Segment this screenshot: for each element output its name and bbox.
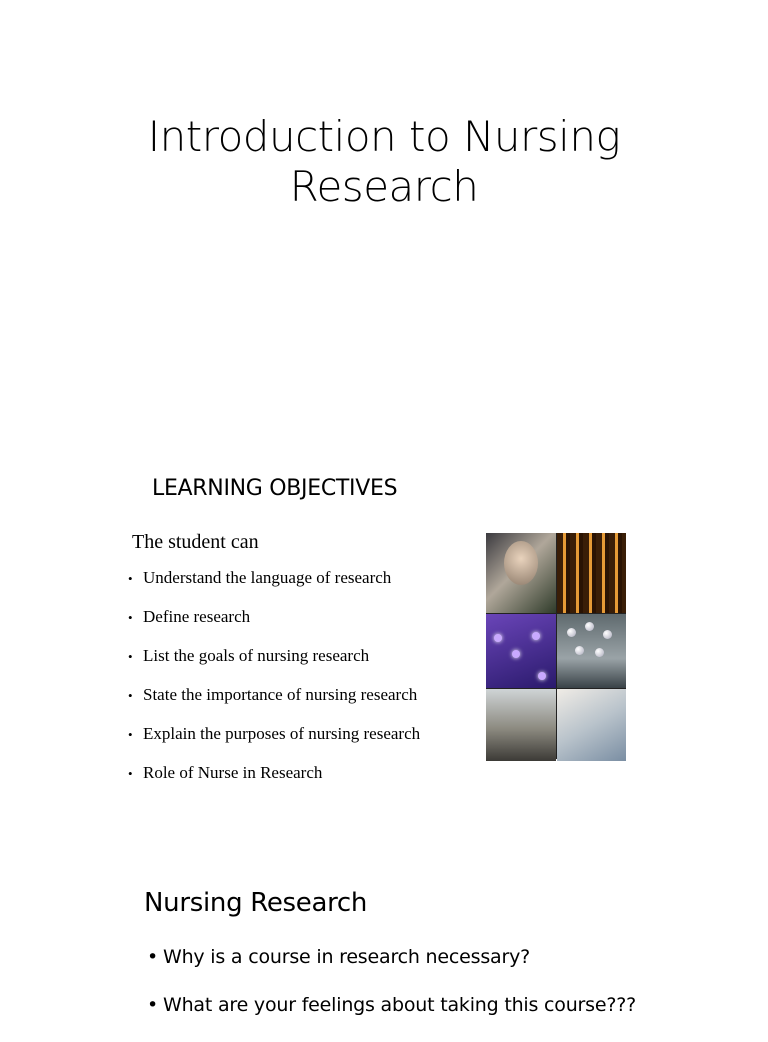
bullet-icon: • bbox=[128, 649, 133, 664]
molecule-node bbox=[538, 672, 546, 680]
slide-heading: Nursing Research bbox=[144, 888, 368, 918]
question-text: What are your feelings about taking this course??? bbox=[163, 994, 637, 1016]
bullet-icon: • bbox=[128, 571, 133, 586]
slide-title bbox=[0, 0, 768, 410]
slide-nursing-research bbox=[0, 880, 768, 1024]
pill-dot bbox=[595, 648, 604, 657]
molecule-node bbox=[512, 650, 520, 658]
objectives-list bbox=[128, 568, 420, 802]
collage-tile-pills bbox=[557, 614, 627, 688]
objective-text: Role of Nurse in Research bbox=[143, 763, 323, 782]
slide-heading: LEARNING OBJECTIVES bbox=[152, 476, 398, 501]
title-line-1: Introduction to Nursing bbox=[147, 112, 621, 161]
collage-tile-test-tubes bbox=[557, 533, 627, 613]
list-item bbox=[128, 685, 420, 724]
list-item bbox=[128, 607, 420, 646]
bullet-icon: • bbox=[128, 610, 133, 625]
objective-text: Understand the language of research bbox=[143, 568, 392, 587]
list-item bbox=[128, 568, 420, 607]
collage-tile-researcher bbox=[486, 533, 556, 613]
list-item bbox=[147, 994, 636, 1042]
collage-tile-clinicians bbox=[557, 689, 627, 761]
bullet-icon: • bbox=[128, 688, 133, 703]
title-line-2: Research bbox=[289, 162, 479, 211]
question-text: Why is a course in research necessary? bbox=[163, 946, 531, 968]
slide-learning-objectives bbox=[0, 460, 768, 820]
bullet-icon: • bbox=[128, 766, 133, 781]
question-list bbox=[147, 946, 636, 1042]
pill-dot bbox=[575, 646, 584, 655]
collage-tile-molecule bbox=[486, 614, 556, 688]
bullet-icon: • bbox=[147, 994, 159, 1016]
molecule-node bbox=[494, 634, 502, 642]
collage-tile-laboratory bbox=[486, 689, 556, 761]
objective-text: State the importance of nursing research bbox=[143, 685, 418, 704]
objective-text: List the goals of nursing research bbox=[143, 646, 370, 665]
pill-dot bbox=[585, 622, 594, 631]
objective-text: Explain the purposes of nursing research bbox=[143, 724, 421, 743]
pill-dot bbox=[567, 628, 576, 637]
bullet-icon: • bbox=[147, 946, 159, 968]
list-item bbox=[128, 646, 420, 685]
research-collage-image bbox=[486, 533, 626, 759]
list-item bbox=[128, 763, 420, 802]
pill-dot bbox=[603, 630, 612, 639]
objective-text: Define research bbox=[143, 607, 251, 626]
list-item bbox=[128, 724, 420, 763]
list-item bbox=[147, 946, 636, 994]
presentation-title bbox=[0, 112, 768, 212]
bullet-icon: • bbox=[128, 727, 133, 742]
molecule-node bbox=[532, 632, 540, 640]
intro-text: The student can bbox=[132, 531, 259, 553]
